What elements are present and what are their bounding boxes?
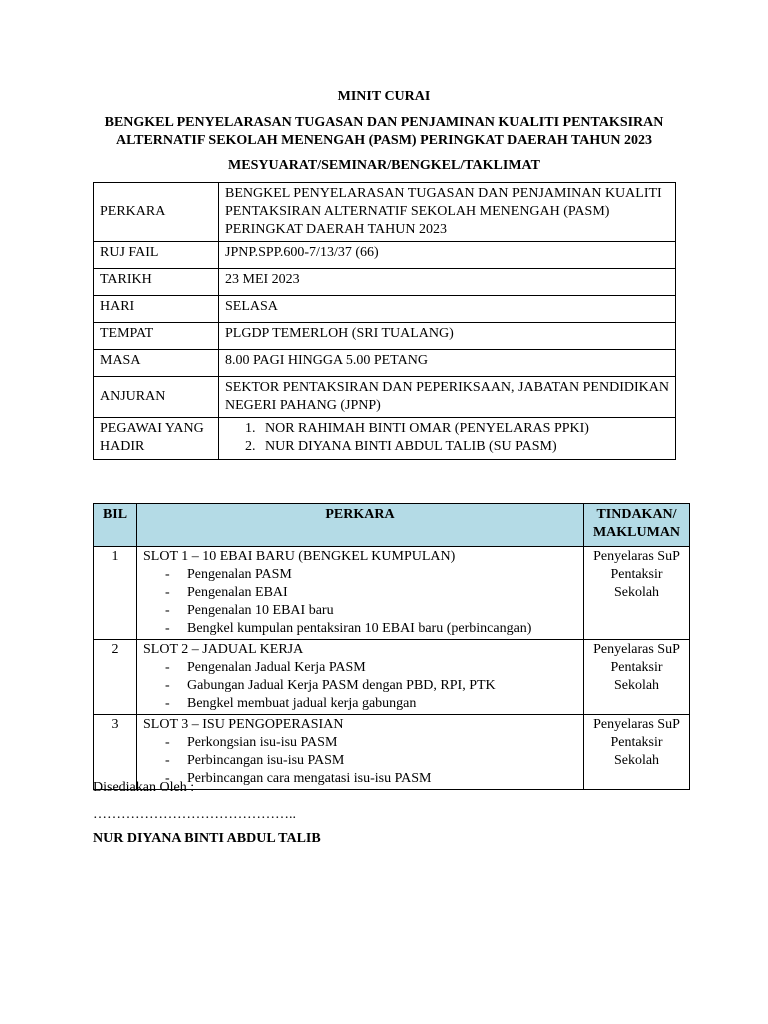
header-perkara: PERKARA <box>137 504 584 547</box>
info-row-anjuran <box>94 377 676 418</box>
info-row-hari <box>94 296 676 323</box>
agenda-item: - Perkongsian isu-isu PASM <box>165 734 577 752</box>
tindakan-line: Sekolah <box>613 678 660 693</box>
agenda-item: - Bengkel kumpulan pentaksiran 10 EBAI baru (perbincangan) <box>165 620 577 638</box>
info-row-rujfail <box>94 242 676 269</box>
tindakan-line: Penyelaras SuP <box>593 549 680 564</box>
agenda-bil: 1 <box>94 547 137 640</box>
agenda-slot-title: SLOT 2 – JADUAL KERJA <box>143 642 304 657</box>
agenda-item: - Pengenalan EBAI <box>165 584 577 602</box>
perkara-value: BENGKEL PENYELARASAN TUGASAN DAN PENJAMINAN KUALITI PENTAKSIRAN ALTERNATIF SEKOLAH MENENGAH (PASM) PERINGKAT DAERAH TAHUN 2023 <box>219 183 676 242</box>
agenda-row <box>94 547 690 640</box>
document-title: MINIT CURAI <box>337 89 431 104</box>
rujfail-value: JPNP.SPP.600-7/13/37 (66) <box>219 242 676 269</box>
signatory-name: NUR DIYANA BINTI ABDUL TALIB <box>93 831 321 846</box>
agenda-item-list <box>143 566 577 638</box>
agenda-perkara <box>137 640 584 715</box>
agenda-item: - Perbincangan isu-isu PASM <box>165 752 577 770</box>
tindakan-line: Sekolah <box>613 753 660 768</box>
agenda-item: - Pengenalan 10 EBAI baru <box>165 602 577 620</box>
agenda-bil: 2 <box>94 640 137 715</box>
document-subtitle-line2: ALTERNATIF SEKOLAH MENENGAH (PASM) PERINGKAT DAERAH TAHUN 2023 <box>115 133 653 148</box>
agenda-item-list <box>143 659 577 713</box>
header-bil: BIL <box>94 504 137 547</box>
hari-value: SELASA <box>219 296 676 323</box>
agenda-slot-title: SLOT 3 – ISU PENGOPERASIAN <box>143 717 344 732</box>
info-row-perkara <box>94 183 676 242</box>
info-row-masa <box>94 350 676 377</box>
agenda-tindakan <box>584 547 690 640</box>
anjuran-label: ANJURAN <box>94 377 219 418</box>
agenda-item: - Perbincangan cara mengatasi isu-isu PASM <box>165 770 577 788</box>
agenda-tindakan <box>584 640 690 715</box>
info-row-tarikh <box>94 269 676 296</box>
prepared-by-label: Disediakan Oleh : <box>93 780 195 795</box>
agenda-header-row <box>94 504 690 547</box>
tindakan-line: Pentaksir <box>610 735 663 750</box>
agenda-row <box>94 640 690 715</box>
tindakan-line: Penyelaras SuP <box>593 717 680 732</box>
agenda-item: - Bengkel membuat jadual kerja gabungan <box>165 695 577 713</box>
attendee-list <box>225 420 669 456</box>
meeting-info-table <box>93 182 676 460</box>
header-tindakan: TINDAKAN/ MAKLUMAN <box>584 504 690 547</box>
agenda-bil: 3 <box>94 715 137 790</box>
rujfail-label: RUJ FAIL <box>94 242 219 269</box>
agenda-item-list <box>143 734 577 788</box>
tindakan-line: Pentaksir <box>610 660 663 675</box>
attendee-item: 1. NOR RAHIMAH BINTI OMAR (PENYELARAS PPKI) <box>259 420 669 438</box>
agenda-item: - Pengenalan PASM <box>165 566 577 584</box>
tempat-value: PLGDP TEMERLOH (SRI TUALANG) <box>219 323 676 350</box>
document-subtitle-line1: BENGKEL PENYELARASAN TUGASAN DAN PENJAMINAN KUALITI PENTAKSIRAN <box>104 115 664 130</box>
info-row-pegawai <box>94 418 676 460</box>
agenda-tindakan <box>584 715 690 790</box>
perkara-label: PERKARA <box>94 183 219 242</box>
tarikh-label: TARIKH <box>94 269 219 296</box>
tindakan-line: Penyelaras SuP <box>593 642 680 657</box>
hari-label: HARI <box>94 296 219 323</box>
pegawai-value <box>219 418 676 460</box>
agenda-slot-title: SLOT 1 – 10 EBAI BARU (BENGKEL KUMPULAN) <box>143 549 456 564</box>
masa-label: MASA <box>94 350 219 377</box>
agenda-item: - Pengenalan Jadual Kerja PASM <box>165 659 577 677</box>
masa-value: 8.00 PAGI HINGGA 5.00 PETANG <box>219 350 676 377</box>
pegawai-label: PEGAWAI YANG HADIR <box>94 418 219 460</box>
anjuran-value: SEKTOR PENTAKSIRAN DAN PEPERIKSAAN, JABATAN PENDIDIKAN NEGERI PAHANG (JPNP) <box>219 377 676 418</box>
tarikh-value: 23 MEI 2023 <box>219 269 676 296</box>
agenda-table <box>93 503 690 790</box>
document-category: MESYUARAT/SEMINAR/BENGKEL/TAKLIMAT <box>228 158 540 173</box>
agenda-item: - Gabungan Jadual Kerja PASM dengan PBD, RPI, PTK <box>165 677 577 695</box>
info-row-tempat <box>94 323 676 350</box>
tempat-label: TEMPAT <box>94 323 219 350</box>
agenda-perkara <box>137 715 584 790</box>
tindakan-line: Sekolah <box>613 585 660 600</box>
signature-line: …………………………………….. <box>93 807 296 822</box>
attendee-item: 2. NUR DIYANA BINTI ABDUL TALIB (SU PASM) <box>259 438 669 456</box>
agenda-perkara <box>137 547 584 640</box>
tindakan-line: Pentaksir <box>610 567 663 582</box>
